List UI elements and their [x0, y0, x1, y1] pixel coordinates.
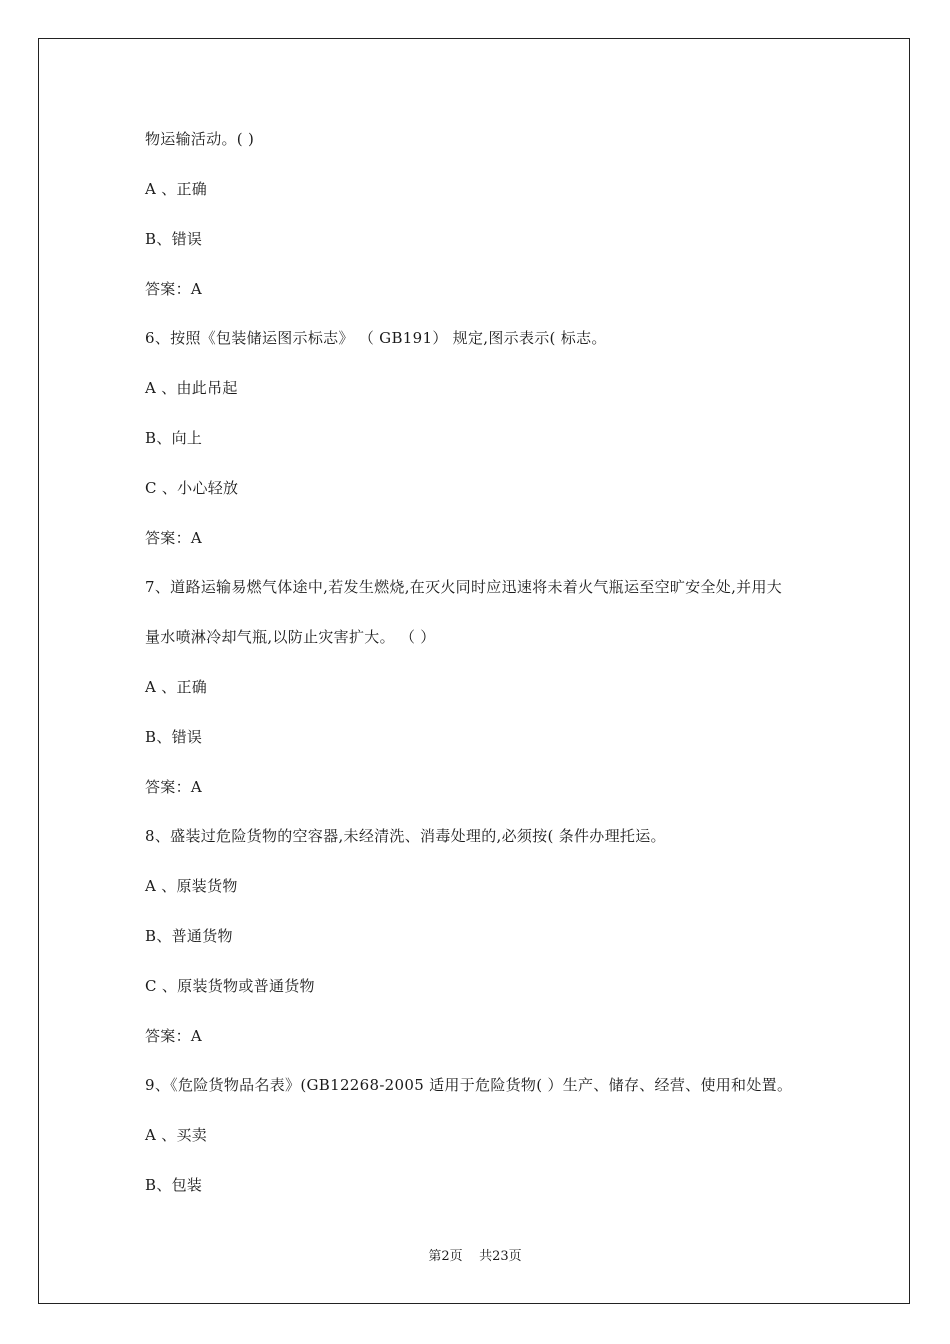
q9-option-a: A 、买卖	[145, 1126, 208, 1144]
q6-option-c: C 、小心轻放	[145, 479, 239, 497]
page-border	[38, 38, 910, 1304]
q7-option-a: A 、正确	[145, 678, 208, 696]
q8-option-a: A 、原装货物	[145, 877, 238, 895]
q5-answer: 答案：A	[145, 280, 203, 298]
question-6-text: 6、按照《包装储运图示标志》 （ GB191） 规定,图示表示( 标志。	[145, 329, 607, 347]
q5-option-a: A 、正确	[145, 180, 208, 198]
q8-option-b: B、普通货物	[145, 927, 233, 945]
q6-answer: 答案：A	[145, 529, 203, 547]
q8-answer: 答案：A	[145, 1027, 203, 1045]
q6-option-b: B、向上	[145, 429, 203, 447]
q7-option-b: B、错误	[145, 728, 203, 746]
page-footer: 第2页 共23页	[428, 1249, 522, 1264]
question-9-text: 9、《危险货物品名表》(GB12268-2005 适用于危险货物( ）生产、储存、经营、使用和处置。	[145, 1076, 793, 1094]
q9-option-b: B、包装	[145, 1176, 203, 1194]
q6-option-a: A 、由此吊起	[145, 379, 238, 397]
q8-option-c: C 、原装货物或普通货物	[145, 977, 315, 995]
question-7-text-line2: 量水喷淋冷却气瓶,以防止灾害扩大。 （ ）	[145, 628, 436, 646]
q7-answer: 答案：A	[145, 778, 203, 796]
question-8-text: 8、盛装过危险货物的空容器,未经清洗、消毒处理的,必须按( 条件办理托运。	[145, 827, 666, 845]
q5-option-b: B、错误	[145, 230, 203, 248]
question-5-text-continued: 物运输活动。( )	[145, 130, 255, 148]
question-7-text-line1: 7、道路运输易燃气体途中,若发生燃烧,在灭火同时应迅速将未着火气瓶运至空旷安全处,并用大	[145, 578, 783, 596]
